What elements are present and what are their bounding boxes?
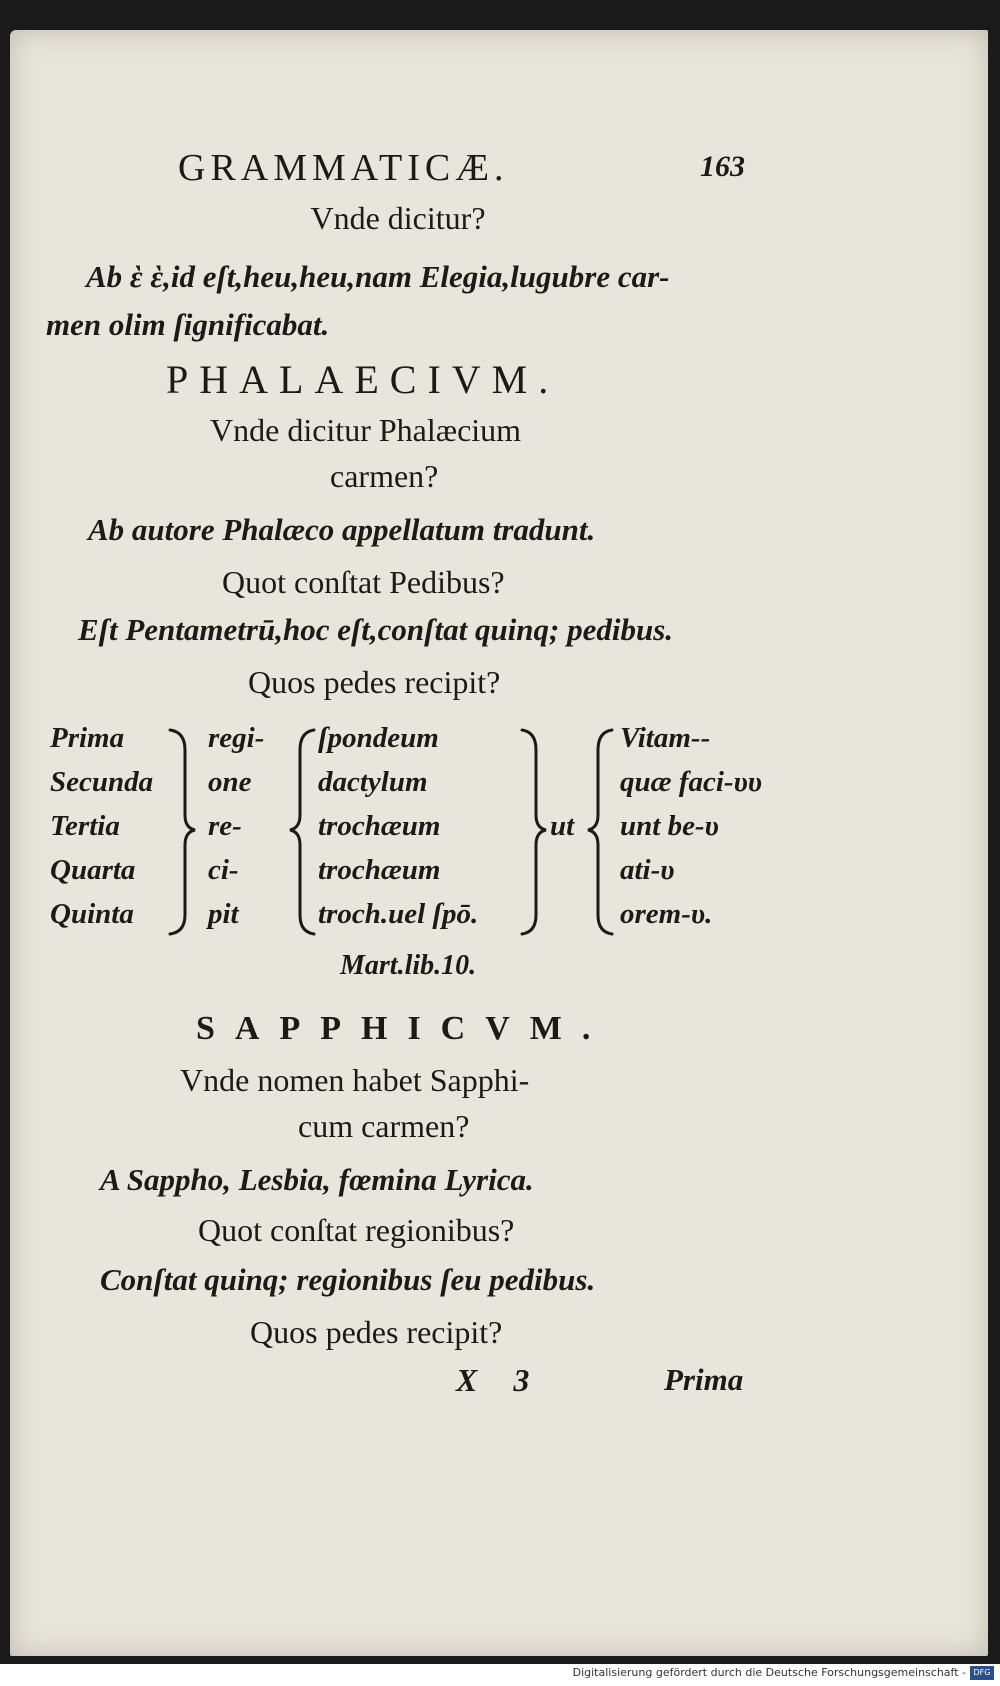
question-sapphicum-3: Quos pedes recipit? <box>250 1314 503 1350</box>
syllable-5: pit <box>208 898 239 930</box>
syllable-1: regi- <box>208 722 265 754</box>
ordinal-1: Prima <box>50 722 125 754</box>
heading-phalaecium: PHALAECIVM. <box>166 357 560 402</box>
brace-feet-close <box>522 730 546 934</box>
example-2: quæ faci-υυ <box>620 766 762 798</box>
example-1: Vitam-- <box>620 722 711 754</box>
answer-sapphicum-1: A Sappho, Lesbia, fœmina Lyrica. <box>100 1162 534 1197</box>
syllable-4: ci- <box>208 854 239 886</box>
brace-ordinals <box>170 730 195 934</box>
brace-feet-open <box>290 730 314 934</box>
answer-elegia-line2: men olim ſignificabat. <box>46 307 330 342</box>
ordinal-5: Quinta <box>50 898 134 930</box>
answer-phalaecium-1: Ab autore Phalæco appellatum tradunt. <box>88 512 596 547</box>
answer-phalaecium-2: Eſt Pentametrū,hoc eſt,conſtat quinq; pedibus. <box>78 612 674 647</box>
question-phalaecium-3: Quos pedes recipit? <box>248 664 501 700</box>
foot-2: dactylum <box>318 766 428 798</box>
foot-4: trochæum <box>318 854 441 886</box>
question-phalaecium-2: Quot conſtat Pedibus? <box>222 564 505 600</box>
foot-1: ſpondeum <box>318 722 439 754</box>
page-number: 163 <box>700 150 745 183</box>
example-3: unt be-υ <box>620 810 719 842</box>
ordinal-2: Secunda <box>50 766 154 798</box>
digitization-credit: Digitalisierung gefördert durch die Deutsche Forschungsgemeinschaft - <box>572 1666 966 1679</box>
ordinal-4: Quarta <box>50 854 136 886</box>
question-sapphicum-1b: cum carmen? <box>298 1108 470 1144</box>
brace-example <box>588 730 612 934</box>
signature-mark: X 3 <box>456 1362 530 1398</box>
answer-sapphicum-2: Conſtat quinq; regionibus ſeu pedibus. <box>100 1262 596 1297</box>
ordinal-3: Tertia <box>50 810 120 842</box>
syllable-3: re- <box>208 810 242 842</box>
heading-sapphicum: SAPPHICVM. <box>196 1010 611 1047</box>
question-sapphicum-2: Quot conſtat regionibus? <box>198 1212 515 1248</box>
question-sapphicum-1a: Vnde nomen habet Sapphi- <box>180 1062 530 1098</box>
question-phalaecium-1a: Vnde dicitur Phalæcium <box>210 412 522 448</box>
question-elegia: Vnde dicitur? <box>310 200 486 236</box>
catchword: Prima <box>664 1362 744 1397</box>
question-phalaecium-1b: carmen? <box>330 458 439 494</box>
foot-3: trochæum <box>318 810 441 842</box>
running-title: GRAMMATICÆ. <box>178 147 509 189</box>
connector-ut: ut <box>550 810 575 842</box>
example-4: ati-υ <box>620 854 675 886</box>
answer-elegia-line1: Ab ὲ ὲ,id eſt,heu,heu,nam Elegia,lugubre car- <box>86 259 670 294</box>
example-5: orem-υ. <box>620 898 713 930</box>
source-reference: Mart.lib.10. <box>340 950 477 981</box>
dfg-logo: DFG <box>970 1666 994 1680</box>
syllable-2: one <box>208 766 252 798</box>
foot-5: troch.uel ſpō. <box>318 898 479 930</box>
